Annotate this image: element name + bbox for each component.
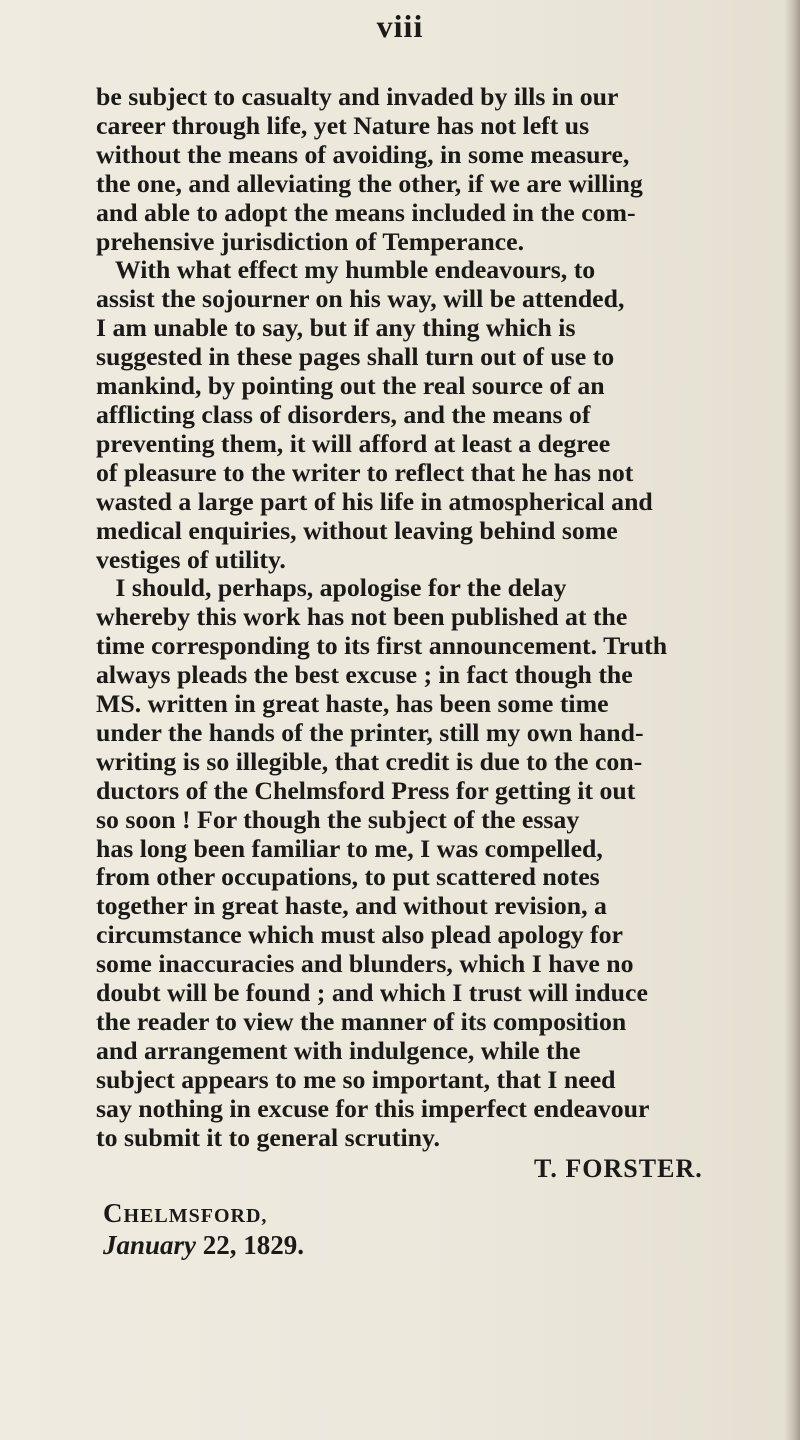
text-line: from other occupations, to put scattered notes bbox=[96, 862, 600, 892]
page-edge-shadow bbox=[784, 0, 800, 1440]
text-line: and arrangement with indulgence, while the bbox=[96, 1035, 581, 1065]
text-line: some inaccuracies and blunders, which I have no bbox=[96, 949, 634, 979]
text-line: of pleasure to the writer to reflect that he has not bbox=[96, 457, 634, 487]
text-line: I am unable to say, but if any thing which is bbox=[96, 313, 576, 343]
text-line: writing is so illegible, that credit is due to the con- bbox=[96, 746, 643, 776]
text-line: circumstance which must also plead apology for bbox=[96, 920, 623, 950]
text-line: assist the sojourner on his way, will be attended, bbox=[96, 284, 625, 314]
text-line: mankind, by pointing out the real source of an bbox=[96, 371, 605, 401]
place-rest: HELMSFORD, bbox=[123, 1205, 268, 1227]
text-line: vestiges of utility. bbox=[96, 544, 286, 574]
text-line: subject appears to me so important, that I need bbox=[96, 1064, 616, 1094]
text-line: whereby this work has not been published at the bbox=[96, 602, 628, 632]
author-signature: T. FORSTER. bbox=[534, 1154, 703, 1183]
text-line: suggested in these pages shall turn out of use to bbox=[96, 342, 615, 372]
date-line bbox=[103, 1230, 304, 1261]
date-month: January bbox=[103, 1230, 197, 1260]
text-line: wasted a large part of his life in atmospherical and bbox=[96, 486, 653, 516]
text-line: say nothing in excuse for this imperfect endeavour bbox=[96, 1093, 650, 1123]
text-line: and able to adopt the means included in the com- bbox=[96, 197, 636, 227]
text-line: to submit it to general scrutiny. bbox=[96, 1122, 440, 1152]
text-line: has long been familiar to me, I was compelled, bbox=[96, 833, 603, 863]
text-line: ductors of the Chelmsford Press for getting it out bbox=[96, 775, 636, 805]
text-line: without the means of avoiding, in some measure, bbox=[96, 139, 630, 169]
text-line: afflicting class of disorders, and the means of bbox=[96, 399, 591, 429]
text-line: medical enquiries, without leaving behind some bbox=[96, 515, 618, 545]
text-line: together in great haste, and without revision, a bbox=[96, 891, 607, 921]
text-line: prehensive jurisdiction of Temperance. bbox=[96, 226, 525, 256]
text-line: With what effect my humble endeavours, to bbox=[96, 255, 596, 285]
text-line: career through life, yet Nature has not left us bbox=[96, 110, 590, 140]
text-line: always pleads the best excuse ; in fact though the bbox=[96, 660, 633, 690]
text-line: the one, and alleviating the other, if we are willing bbox=[96, 168, 643, 198]
place-line bbox=[103, 1198, 267, 1229]
text-line: the reader to view the manner of its composition bbox=[96, 1007, 627, 1036]
text-line: be subject to casualty and invaded by ills in our bbox=[96, 82, 619, 111]
date-rest: 22, 1829. bbox=[196, 1230, 305, 1260]
text-line: under the hands of the printer, still my own hand- bbox=[96, 717, 644, 747]
text-line: so soon ! For though the subject of the essay bbox=[96, 804, 580, 834]
text-line: preventing them, it will afford at least a degree bbox=[96, 428, 611, 458]
preface-text bbox=[96, 83, 800, 1153]
text-line: I should, perhaps, apologise for the delay bbox=[96, 573, 567, 603]
text-line: doubt will be found ; and which I trust will induce bbox=[96, 978, 648, 1008]
text-line: time corresponding to its first announcement. Truth bbox=[96, 631, 668, 661]
page-number: viii bbox=[376, 8, 424, 44]
text-line: MS. written in great haste, has been some time bbox=[96, 689, 609, 719]
place-initial: C bbox=[103, 1198, 124, 1228]
